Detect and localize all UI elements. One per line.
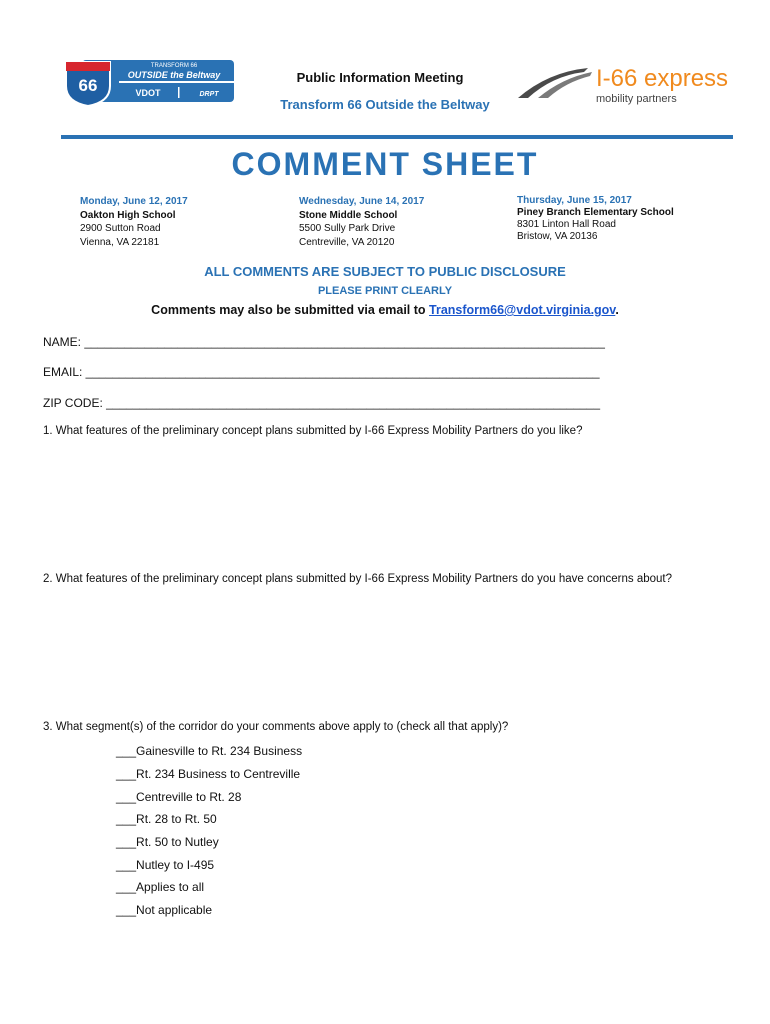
logo-line2: OUTSIDE the Beltway	[127, 70, 221, 80]
email-field[interactable]: EMAIL: _____________________________________________________________________________	[43, 365, 600, 379]
meeting-date: Monday, June 12, 2017	[80, 196, 188, 207]
i66-express-logo	[518, 62, 738, 106]
meeting-info-3	[517, 195, 674, 243]
email-suffix: .	[615, 303, 619, 317]
print-notice: PLEASE PRINT CLEARLY	[317, 285, 453, 297]
zip-code-field[interactable]: ZIP CODE: __________________________________________________________________________	[43, 396, 600, 410]
meeting-title: Public Information Meeting	[296, 70, 464, 85]
name-field[interactable]: NAME: ______________________________________________________________________________	[43, 335, 605, 349]
segment-option[interactable]: ___Rt. 234 Business to Centreville	[116, 767, 301, 781]
meeting-info-1	[80, 195, 188, 249]
email-link[interactable]: Transform66@vdot.virginia.gov	[429, 303, 616, 317]
question-2: 2. What features of the preliminary concept plans submitted by I-66 Express Mobility Partners do you have concerns about?	[43, 573, 672, 585]
transform66-logo	[64, 56, 236, 106]
meeting-location: Stone Middle School	[299, 209, 398, 221]
meeting-subtitle: Transform 66 Outside the Beltway	[280, 97, 490, 112]
drpt-text: DRPT	[199, 91, 219, 98]
meeting-street: 8301 Linton Hall Road	[517, 219, 616, 230]
answer-area-1[interactable]	[60, 445, 740, 565]
meeting-date: Thursday, June 15, 2017	[517, 195, 632, 206]
logo-tagline: mobility partners	[596, 93, 677, 105]
shield-number: 66	[78, 76, 98, 95]
meeting-street: 5500 Sully Park Drive	[299, 223, 396, 234]
email-submission-note	[80, 303, 690, 317]
meeting-info-2	[299, 195, 424, 249]
meeting-city: Bristow, VA 20136	[517, 231, 598, 242]
answer-area-2[interactable]	[60, 592, 740, 712]
segment-option[interactable]: ___Centreville to Rt. 28	[116, 790, 242, 804]
logo-main-text: I-66 express	[596, 65, 729, 92]
email-prefix: Comments may also be submitted via email to	[151, 303, 430, 317]
meeting-city: Centreville, VA 20120	[299, 236, 395, 248]
segment-option[interactable]: ___Not applicable	[116, 903, 213, 917]
meeting-city: Vienna, VA 22181	[80, 236, 160, 248]
header-divider	[61, 135, 733, 139]
page-title: COMMENT SHEET	[231, 146, 539, 182]
meeting-location: Piney Branch Elementary School	[517, 207, 674, 218]
segment-option[interactable]: ___Gainesville to Rt. 234 Business	[116, 744, 303, 758]
segment-option[interactable]: ___Nutley to I-495	[116, 858, 215, 872]
question-1: 1. What features of the preliminary concept plans submitted by I-66 Express Mobility Partners do you like?	[43, 425, 583, 437]
meeting-street: 2900 Sutton Road	[80, 223, 161, 234]
logo-line1: TRANSFORM 66	[150, 63, 198, 69]
segment-option[interactable]: ___Rt. 28 to Rt. 50	[116, 812, 217, 826]
meeting-date: Wednesday, June 14, 2017	[299, 196, 425, 207]
meeting-location: Oakton High School	[80, 209, 176, 221]
segment-option[interactable]: ___Rt. 50 to Nutley	[116, 835, 219, 849]
question-3: 3. What segment(s) of the corridor do your comments above apply to (check all that apply)?	[43, 721, 509, 733]
disclosure-notice: ALL COMMENTS ARE SUBJECT TO PUBLIC DISCLOSURE	[204, 264, 566, 279]
vdot-text: VDOT	[135, 88, 161, 98]
segment-option[interactable]: ___Applies to all	[116, 880, 205, 894]
